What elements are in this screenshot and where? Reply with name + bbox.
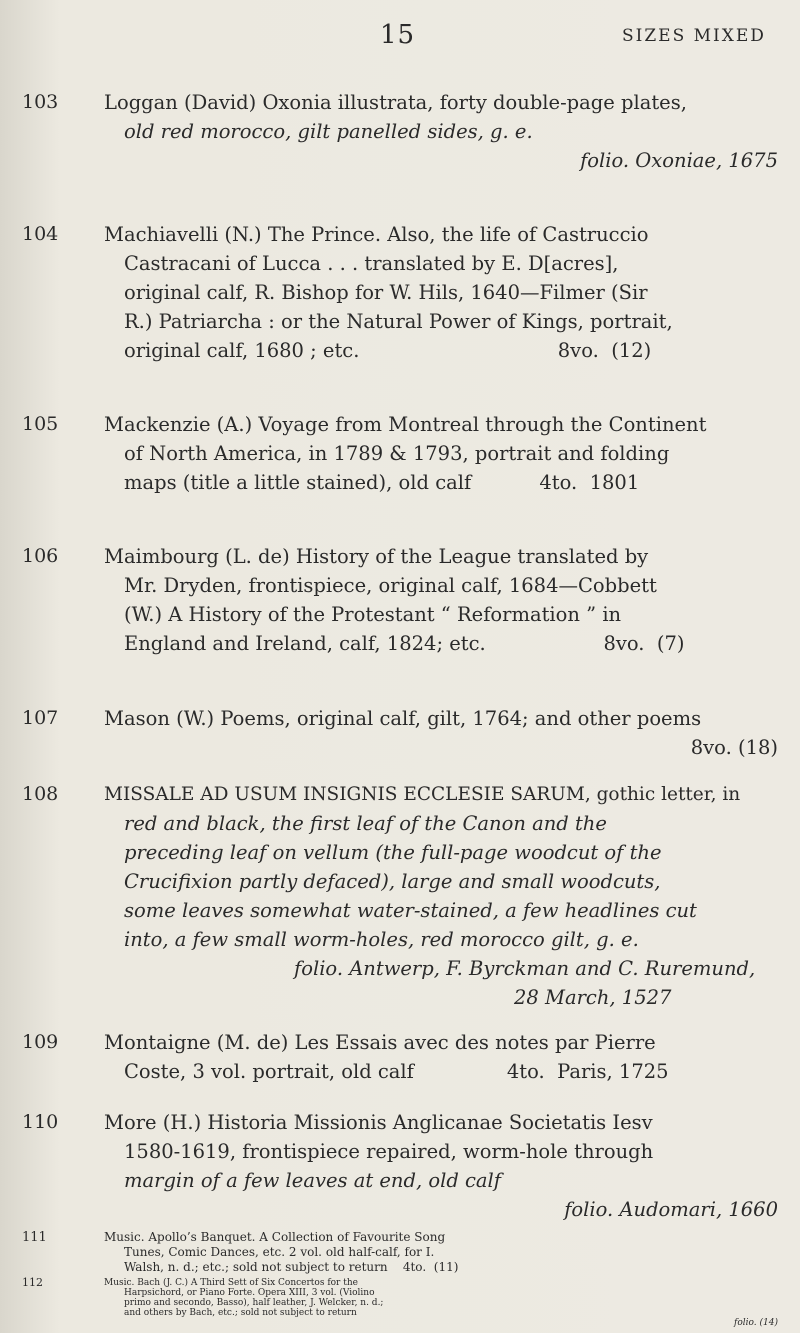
- lot-line: Mackenzie (A.) Voyage from Montreal through the Continent: [104, 413, 707, 436]
- lot-line: Maimbourg (L. de) History of the League translated by: [104, 545, 649, 568]
- lot-description: [104, 410, 784, 497]
- lot-line: Coste, 3 vol. portrait, old calf 4to. Paris, 1725: [124, 1060, 669, 1083]
- lot-number: 103: [22, 91, 59, 113]
- lot-line: original calf, 1680 ; etc. 8vo. (12): [124, 339, 652, 362]
- lot-line: England and Ireland, calf, 1824; etc. 8vo. (7): [124, 632, 685, 655]
- page-header: [0, 20, 800, 60]
- lot-number: 107: [22, 707, 59, 729]
- lot-number: 110: [22, 1111, 59, 1133]
- lot-line: some leaves somewhat water-stained, a few headlines cut: [124, 899, 697, 922]
- lot-line: Tunes, Comic Dances, etc. 2 vol. old half-calf, for I.: [124, 1245, 435, 1259]
- lot-line: old red morocco, gilt panelled sides, g. e.: [124, 120, 533, 143]
- lot-number: 106: [22, 545, 59, 567]
- lot-line: primo and secondo, Basso), half leather, J. Welcker, n. d.;: [124, 1298, 384, 1308]
- lot-line: red and black, the first leaf of the Canon and the: [124, 812, 607, 835]
- lot-line: preceding leaf on vellum (the full-page woodcut of the: [124, 841, 662, 864]
- lot-number: 111: [22, 1230, 47, 1245]
- lot-description: [104, 704, 784, 762]
- lot-line: Mason (W.) Poems, original calf, gilt, 1764; and other poems: [104, 707, 702, 730]
- lot-description: [104, 1108, 784, 1224]
- lot-line: Crucifixion partly defaced), large and small woodcuts,: [124, 870, 661, 893]
- lot-line: of North America, in 1789 & 1793, portrait and folding: [124, 442, 670, 465]
- running-head: SIZES MIXED: [622, 26, 766, 46]
- lot-number: 109: [22, 1031, 59, 1053]
- lot-line: into, a few small worm-holes, red morocco gilt, g. e.: [124, 928, 639, 951]
- lot-line: 28 March, 1527: [514, 986, 672, 1009]
- lot-line: and others by Bach, etc.; sold not subject to return: [124, 1308, 357, 1318]
- lot-line: Machiavelli (N.) The Prince. Also, the life of Castruccio: [104, 223, 649, 246]
- lot-line: Castracani of Lucca . . . translated by E. D[acres],: [124, 252, 619, 275]
- lot-description: [104, 1278, 784, 1328]
- lot-line: (W.) A History of the Protestant “ Reformation ” in: [124, 603, 622, 626]
- lot-line: Music. Bach (J. C.) A Third Sett of Six Concertos for the: [104, 1278, 358, 1288]
- lot-line: original calf, R. Bishop for W. Hils, 1640—Filmer (Sir: [124, 281, 648, 304]
- lot-description: [104, 542, 784, 658]
- lot-line: More (H.) Historia Missionis Anglicanae Societatis Iesv: [104, 1111, 653, 1134]
- lot-line: MISSALE AD USUM INSIGNIS ECCLESIE SARUM, gothic letter, in: [104, 784, 741, 805]
- lot-description: [104, 220, 784, 365]
- page-number: 15: [380, 20, 416, 50]
- lot-line: folio. Oxoniae, 1675: [580, 149, 778, 172]
- lot-line: folio. Antwerp, F. Byrckman and C. Ruremund,: [294, 957, 756, 980]
- lot-line: margin of a few leaves at end, old calf: [124, 1169, 502, 1192]
- lot-line: Harpsichord, or Piano Forte. Opera XIII, 3 vol. (Violino: [124, 1288, 375, 1298]
- lot-line: R.) Patriarcha : or the Natural Power of Kings, portrait,: [124, 310, 673, 333]
- lot-description: [104, 88, 784, 175]
- lot-line: Montaigne (M. de) Les Essais avec des notes par Pierre: [104, 1031, 656, 1054]
- lot-line: folio. (14): [734, 1318, 778, 1328]
- lot-line: folio. Audomari, 1660: [564, 1198, 778, 1221]
- lot-number: 105: [22, 413, 59, 435]
- lot-line: 1580-1619, frontispiece repaired, worm-hole through: [124, 1140, 654, 1163]
- lot-line: 8vo. (18): [690, 736, 778, 759]
- lot-line: Loggan (David) Oxonia illustrata, forty double-page plates,: [104, 91, 687, 114]
- lot-description: [104, 780, 784, 1012]
- lot-line: Walsh, n. d.; etc.; sold not subject to return 4to. (11): [124, 1260, 459, 1274]
- lot-number: 108: [22, 783, 59, 805]
- lot-number: 104: [22, 223, 59, 245]
- lot-number: 112: [22, 1276, 43, 1289]
- lot-description: [104, 1028, 784, 1086]
- lot-line: maps (title a little stained), old calf 4to. 1801: [124, 471, 640, 494]
- lot-line: Music. Apollo’s Banquet. A Collection of Favourite Song: [104, 1230, 446, 1244]
- lot-description: [104, 1230, 784, 1275]
- lot-line: Mr. Dryden, frontispiece, original calf, 1684—Cobbett: [124, 574, 657, 597]
